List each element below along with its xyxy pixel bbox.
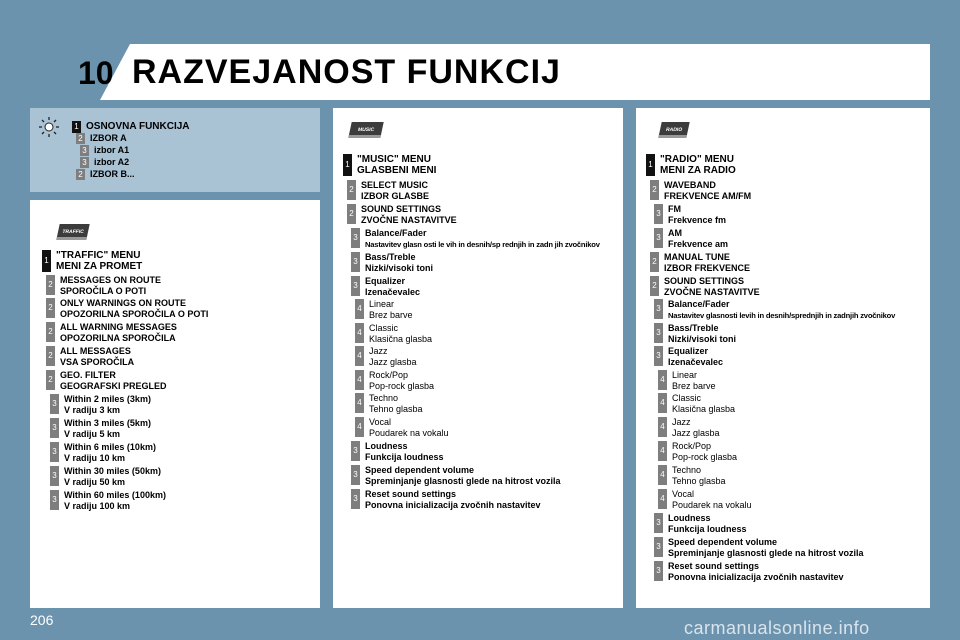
item-label-translation: Pop-rock glasba (369, 381, 435, 391)
traffic-list-item (50, 490, 166, 512)
music-list-item (355, 323, 432, 345)
level-badge: 3 (50, 418, 59, 438)
item-label-primary: Equalizer (365, 276, 406, 286)
item-label-primary: Jazz (672, 417, 691, 427)
item-label-translation: Spreminjanje glasnosti glede na hitrost vozila (668, 548, 864, 558)
chapter-number: 10 (78, 55, 114, 91)
item-label (361, 204, 457, 226)
level-badge: 1 (42, 250, 51, 272)
item-label (369, 370, 434, 392)
item-label-primary: Speed dependent volume (668, 537, 778, 547)
item-label-primary: MESSAGES ON ROUTE (60, 275, 162, 285)
item-label (365, 228, 600, 250)
item-label (369, 323, 432, 345)
item-label-primary: Techno (369, 393, 399, 403)
item-label (672, 441, 737, 463)
radio-list-item (658, 393, 735, 415)
item-label-translation: Frekvence fm (668, 215, 727, 225)
radio-list-item (654, 323, 736, 345)
item-label-translation: Izenačevalec (668, 357, 724, 367)
item-label-translation: Poudarek na vokalu (369, 428, 449, 438)
item-label (60, 370, 167, 392)
sun-icon (38, 116, 60, 138)
item-label (672, 393, 735, 415)
level-badge: 4 (658, 489, 667, 509)
item-label-translation: Frekvence am (668, 239, 729, 249)
item-label-translation: V radiju 5 km (64, 429, 121, 439)
basic-list-item (80, 157, 129, 168)
item-label (672, 489, 752, 511)
item-label-translation: Brez barve (672, 381, 716, 391)
level-badge: 3 (351, 252, 360, 272)
item-label (668, 346, 723, 368)
item-label (357, 154, 436, 176)
item-label-translation: Tehno glasba (672, 476, 726, 486)
music-list-item (355, 393, 423, 415)
level-badge: 4 (355, 370, 364, 390)
item-label-primary: Vocal (672, 489, 695, 499)
item-label (660, 154, 736, 176)
traffic-list-item (46, 322, 177, 344)
item-label-translation: Tehno glasba (369, 404, 423, 414)
level-badge: 3 (654, 323, 663, 343)
item-label (672, 417, 720, 439)
level-badge: 3 (50, 490, 59, 510)
item-label-translation: V radiju 3 km (64, 405, 121, 415)
music-list-item (351, 228, 600, 250)
item-label-primary: Within 6 miles (10km) (64, 442, 156, 452)
level-badge: 4 (355, 299, 364, 319)
level-badge: 4 (355, 417, 364, 437)
level-badge: 3 (351, 441, 360, 461)
item-label (668, 299, 895, 321)
item-label-translation: IZBOR GLASBE (361, 191, 430, 201)
music-list-item (351, 489, 541, 511)
level-badge: 2 (46, 275, 55, 295)
level-badge: 3 (50, 466, 59, 486)
item-label-translation: Funkcija loudness (365, 452, 444, 462)
level-badge: 2 (76, 133, 85, 144)
item-label (365, 489, 541, 511)
level-badge: 2 (650, 276, 659, 296)
level-badge: 1 (72, 121, 81, 133)
traffic-icon: TRAFFIC (56, 224, 89, 240)
item-label-primary: ONLY WARNINGS ON ROUTE (60, 298, 187, 308)
item-label-primary: "TRAFFIC" MENU (56, 250, 141, 261)
radio-list-item (658, 465, 726, 487)
item-label-primary: Loudness (668, 513, 711, 523)
item-label (60, 298, 208, 320)
traffic-list-item (46, 346, 134, 368)
item-label-primary: Linear (369, 299, 395, 309)
item-label: IZBOR B... (90, 169, 135, 179)
item-label (668, 561, 844, 583)
music-list-item (355, 417, 449, 439)
radio-list-item (654, 299, 895, 321)
item-label (369, 299, 413, 321)
item-label-primary: Techno (672, 465, 702, 475)
music-list-item (355, 370, 434, 392)
level-badge: 1 (646, 154, 655, 176)
level-badge: 4 (658, 441, 667, 461)
traffic-list-item (50, 442, 156, 464)
item-label (60, 322, 177, 344)
item-label-translation: Jazz glasba (369, 357, 417, 367)
item-label-translation: Poudarek na vokalu (672, 500, 752, 510)
item-label-translation: V radiju 50 km (64, 477, 126, 487)
traffic-list-item (46, 275, 161, 297)
traffic-list-item (42, 250, 142, 272)
radio-list-item (650, 180, 751, 202)
level-badge: 2 (650, 180, 659, 200)
level-badge: 3 (351, 489, 360, 509)
item-label-primary: FM (668, 204, 681, 214)
radio-list-item (658, 417, 720, 439)
level-badge: 4 (355, 346, 364, 366)
item-label-primary: SOUND SETTINGS (664, 276, 745, 286)
traffic-list-item (50, 418, 151, 440)
music-list-item (351, 276, 420, 298)
item-label-translation: OPOZORILNA SPOROČILA (60, 333, 176, 343)
item-label: izbor A1 (94, 145, 130, 155)
item-label-translation: Jazz glasba (672, 428, 720, 438)
item-label (361, 180, 429, 202)
item-label-primary: "RADIO" MENU (660, 154, 734, 165)
page-number: 206 (30, 612, 54, 628)
item-label-translation: GLASBENI MENI (357, 165, 437, 176)
item-label (668, 228, 728, 250)
item-label-primary: Vocal (369, 417, 392, 427)
item-label (664, 252, 750, 274)
item-label: OSNOVNA FUNKCIJA (86, 121, 190, 132)
level-badge: 4 (355, 323, 364, 343)
item-label-primary: Within 30 miles (50km) (64, 466, 161, 476)
level-badge: 2 (46, 370, 55, 390)
item-label (369, 417, 449, 439)
level-badge: 4 (658, 393, 667, 413)
item-label-primary: "MUSIC" MENU (357, 154, 431, 165)
radio-list-item (650, 276, 760, 298)
basic-list-item (72, 121, 190, 133)
music-list-item (351, 465, 561, 487)
item-label-translation: Nastavitev glasnosti levih in desnih/sprednjih in zadnjih zvočnikov (668, 311, 896, 320)
level-badge: 2 (46, 298, 55, 318)
level-badge: 4 (658, 370, 667, 390)
level-badge: 3 (654, 561, 663, 581)
item-label-primary: Balance/Fader (365, 228, 427, 238)
item-label (64, 466, 161, 488)
item-label-translation: Nastavitev glasn osti le vih in desnih/sp rednjih in zadn jih zvočnikov (365, 240, 600, 249)
radio-list-item (658, 489, 752, 511)
item-label-primary: Bass/Treble (668, 323, 719, 333)
item-label-primary: Within 60 miles (100km) (64, 490, 166, 500)
traffic-list-item (46, 370, 167, 392)
item-label-primary: WAVEBAND (664, 180, 716, 190)
item-label-primary: Classic (369, 323, 399, 333)
traffic-list-item (46, 298, 208, 320)
item-label (668, 537, 864, 559)
item-label (64, 394, 151, 416)
level-badge: 3 (654, 346, 663, 366)
radio-icon: RADIO (658, 122, 689, 138)
item-label-primary: Reset sound settings (365, 489, 457, 499)
item-label-translation: Funkcija loudness (668, 524, 747, 534)
item-label-primary: SOUND SETTINGS (361, 204, 442, 214)
item-label-translation: Ponovna inicializacija zvočnih nastavitev (668, 572, 844, 582)
item-label (668, 204, 726, 226)
item-label (672, 465, 726, 487)
item-label-translation: Brez barve (369, 310, 413, 320)
level-badge: 3 (654, 228, 663, 248)
item-label-translation: Ponovna inicializacija zvočnih nastavitev (365, 500, 541, 510)
item-label-translation: Izenačevalec (365, 287, 421, 297)
radio-list-item (658, 370, 716, 392)
level-badge: 3 (80, 145, 89, 156)
item-label (369, 393, 423, 415)
music-list-item (351, 252, 433, 274)
item-label-primary: Loudness (365, 441, 408, 451)
music-list-item (343, 154, 436, 176)
level-badge: 2 (46, 322, 55, 342)
item-label-primary: Rock/Pop (672, 441, 712, 451)
item-label-translation: Pop-rock glasba (672, 452, 738, 462)
item-label-primary: Jazz (369, 346, 388, 356)
level-badge: 3 (50, 394, 59, 414)
item-label (60, 346, 134, 368)
item-label-translation: ZVOČNE NASTAVITVE (361, 215, 457, 225)
music-list-item (355, 346, 417, 368)
item-label-primary: SELECT MUSIC (361, 180, 429, 190)
level-badge: 2 (347, 204, 356, 224)
item-label (664, 180, 751, 202)
basic-list-item (80, 145, 129, 156)
item-label-primary: MANUAL TUNE (664, 252, 730, 262)
item-label-translation: MENI ZA PROMET (56, 261, 143, 272)
item-label: IZBOR A (90, 133, 127, 143)
item-label-translation: V radiju 100 km (64, 501, 131, 511)
music-list-item (351, 441, 444, 463)
level-badge: 3 (351, 276, 360, 296)
level-badge: 3 (654, 204, 663, 224)
item-label-translation: MENI ZA RADIO (660, 165, 736, 176)
item-label-translation: VSA SPOROČILA (60, 357, 135, 367)
item-label (56, 250, 142, 272)
item-label-primary: ALL WARNING MESSAGES (60, 322, 177, 332)
item-label-translation: SPOROČILA O POTI (60, 286, 147, 296)
level-badge: 4 (658, 465, 667, 485)
item-label-translation: ZVOČNE NASTAVITVE (664, 287, 760, 297)
level-badge: 3 (654, 299, 663, 319)
item-label-translation: GEOGRAFSKI PREGLED (60, 381, 167, 391)
page-title: RAZVEJANOST FUNKCIJ (132, 53, 561, 91)
item-label-primary: GEO. FILTER (60, 370, 116, 380)
level-badge: 3 (80, 157, 89, 168)
level-badge: 2 (347, 180, 356, 200)
item-label (365, 441, 444, 463)
item-label-translation: Nizki/visoki toni (668, 334, 737, 344)
radio-list-item (654, 513, 747, 535)
item-label (369, 346, 417, 368)
traffic-list-item (50, 466, 161, 488)
item-label (365, 252, 433, 274)
item-label-primary: Balance/Fader (668, 299, 730, 309)
item-label-translation: V radiju 10 km (64, 453, 126, 463)
item-label-translation: Nizki/visoki toni (365, 263, 434, 273)
item-label (64, 418, 151, 440)
item-label-primary: Linear (672, 370, 698, 380)
item-label-translation: FREKVENCE AM/FM (664, 191, 752, 201)
item-label (365, 276, 420, 298)
level-badge: 1 (343, 154, 352, 176)
item-label: izbor A2 (94, 157, 130, 167)
level-badge: 3 (654, 513, 663, 533)
item-label-primary: Bass/Treble (365, 252, 416, 262)
item-label (668, 323, 736, 345)
level-badge: 3 (50, 442, 59, 462)
level-badge: 4 (658, 417, 667, 437)
item-label-primary: AM (668, 228, 682, 238)
item-label-primary: Reset sound settings (668, 561, 760, 571)
item-label-translation: IZBOR FREKVENCE (664, 263, 751, 273)
item-label-primary: Classic (672, 393, 702, 403)
item-label (64, 442, 156, 464)
item-label (668, 513, 747, 535)
item-label (664, 276, 760, 298)
item-label-primary: Rock/Pop (369, 370, 409, 380)
music-list-item (355, 299, 413, 321)
level-badge: 4 (355, 393, 364, 413)
level-badge: 3 (351, 465, 360, 485)
item-label (64, 490, 166, 512)
item-label (672, 370, 716, 392)
basic-list-item (76, 169, 135, 180)
radio-list-item (654, 204, 726, 226)
music-list-item (347, 180, 429, 202)
radio-list-item (654, 561, 844, 583)
item-label-primary: Speed dependent volume (365, 465, 475, 475)
item-label-primary: Within 3 miles (5km) (64, 418, 151, 428)
item-label (60, 275, 161, 297)
watermark: carmanualsonline.info (684, 618, 870, 638)
item-label-translation: Klasična glasba (369, 334, 433, 344)
level-badge: 3 (351, 228, 360, 248)
level-badge: 2 (46, 346, 55, 366)
item-label-primary: ALL MESSAGES (60, 346, 131, 356)
radio-list-item (654, 346, 723, 368)
radio-list-item (654, 537, 864, 559)
item-label-primary: Equalizer (668, 346, 709, 356)
radio-list-item (654, 228, 728, 250)
music-list-item (347, 204, 457, 226)
level-badge: 2 (76, 169, 85, 180)
traffic-list-item (50, 394, 151, 416)
item-label-primary: Within 2 miles (3km) (64, 394, 151, 404)
radio-list-item (658, 441, 737, 463)
music-icon: MUSIC (348, 122, 383, 138)
radio-list-item (646, 154, 736, 176)
level-badge: 3 (654, 537, 663, 557)
item-label (365, 465, 561, 487)
radio-list-item (650, 252, 750, 274)
item-label-translation: Spreminjanje glasnosti glede na hitrost vozila (365, 476, 561, 486)
item-label-translation: OPOZORILNA SPOROČILA O POTI (60, 309, 209, 319)
item-label-translation: Klasična glasba (672, 404, 736, 414)
level-badge: 2 (650, 252, 659, 272)
basic-list-item (76, 133, 127, 144)
